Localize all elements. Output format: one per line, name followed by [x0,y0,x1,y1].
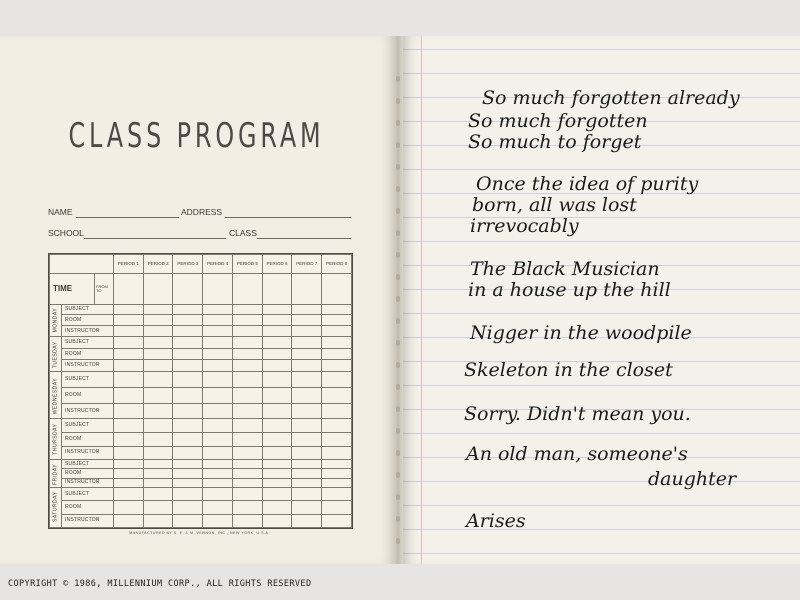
table-cell [292,326,322,337]
table-cell [232,348,262,360]
table-cell [292,348,322,360]
table-cell [114,326,144,337]
table-cell [203,337,233,349]
table-row [50,360,352,372]
table-row [50,514,352,527]
table-cell [143,433,173,447]
table-cell [173,337,203,349]
day-label: WEDNESDAY [50,372,62,419]
table-cell [322,501,352,514]
table-row [50,326,352,337]
table-cell [322,273,352,304]
handwritten-line: daughter [648,468,737,490]
handwritten-line: So much forgotten already [482,87,740,109]
table-corner [50,255,114,274]
table-cell [203,348,233,360]
table-cell [173,460,203,469]
table-cell [143,469,173,478]
table-cell [262,273,292,304]
day-label: MONDAY [50,304,62,336]
table-cell [232,326,262,337]
class-rule [257,238,351,239]
table-row [50,304,352,315]
table-cell [143,326,173,337]
table-cell [262,478,292,487]
table-cell [322,315,352,326]
table-cell [292,403,322,419]
margin-line [421,36,422,564]
table-cell [173,326,203,337]
copyright-note: COPYRIGHT © 1986, MILLENNIUM CORP., ALL RIGHTS RESERVED [8,579,312,589]
table-cell [143,304,173,315]
table-cell [292,387,322,403]
table-cell [262,501,292,514]
table-cell [173,501,203,514]
table-cell [173,487,203,500]
row-label: ROOM [62,348,114,360]
spine-stitch [396,252,400,258]
left-page [0,36,393,589]
period-header: PERIOD 3 [173,255,203,274]
table-cell [203,446,233,460]
spine-stitch [396,164,400,170]
table-cell [232,469,262,478]
period-header: PERIOD 6 [262,255,292,274]
table-cell [114,487,144,500]
class-label: CLASS [229,228,257,238]
table-cell [114,478,144,487]
manufacturer-note: MANUFACTURED BY S. E. & M. VERNON, INC., NEW YORK, U.S.A. [129,531,270,535]
table-cell [292,372,322,388]
spine-stitch [396,384,400,390]
table-cell [262,315,292,326]
row-label: SUBJECT [62,419,114,433]
table-cell [232,315,262,326]
table-cell [292,337,322,349]
table-cell [203,433,233,447]
row-label: INSTRUCTOR [62,403,114,419]
table-cell [292,360,322,372]
row-label: INSTRUCTOR [62,446,114,460]
table-cell [114,469,144,478]
spine-stitch [396,406,400,412]
table-cell [262,304,292,315]
table-cell [114,387,144,403]
table-cell [262,514,292,527]
table-cell [292,419,322,433]
table-cell [173,273,203,304]
table-cell [262,326,292,337]
spine-stitch [396,516,400,522]
table-cell [292,446,322,460]
day-label: THURSDAY [50,419,62,460]
row-label: ROOM [62,469,114,478]
table-cell [114,360,144,372]
table-cell [173,469,203,478]
table-cell [114,501,144,514]
table-cell [232,487,262,500]
table-cell [262,446,292,460]
table-cell [232,403,262,419]
period-header: PERIOD 5 [232,255,262,274]
table-cell [322,326,352,337]
table-cell [173,446,203,460]
table-row [50,446,352,460]
table-cell [262,469,292,478]
name-rule [76,217,179,218]
table-cell [143,315,173,326]
row-label: SUBJECT [62,460,114,469]
table-cell [292,433,322,447]
table-cell [203,372,233,388]
table-cell [203,419,233,433]
table-cell [322,446,352,460]
table-cell [232,337,262,349]
table-cell [322,337,352,349]
row-label: INSTRUCTOR [62,514,114,527]
row-label: ROOM [62,433,114,447]
row-label: SUBJECT [62,487,114,500]
table-cell [173,478,203,487]
table-cell [292,273,322,304]
table-cell [262,403,292,419]
table-cell [203,304,233,315]
table-cell [173,433,203,447]
handwritten-line: Arises [466,510,526,532]
table-cell [173,304,203,315]
table-cell [232,446,262,460]
table-row [50,487,352,500]
table-cell [203,514,233,527]
table-cell [114,304,144,315]
day-label: SATURDAY [50,487,62,527]
table-cell [173,403,203,419]
spine-stitch [396,98,400,104]
table-cell [173,514,203,527]
day-label: FRIDAY [50,460,62,488]
table-row [50,501,352,514]
table-row [50,403,352,419]
table-cell [143,403,173,419]
table-cell [262,387,292,403]
school-rule [84,238,226,239]
table-cell [114,419,144,433]
table-cell [114,446,144,460]
table-cell [322,478,352,487]
table-cell [322,360,352,372]
table-cell [114,273,144,304]
table-cell [143,460,173,469]
table-cell [232,419,262,433]
time-header: TIME [50,273,95,304]
handwritten-line: Once the idea of purity [476,173,699,195]
table-cell [143,360,173,372]
table-cell [114,372,144,388]
table-cell [203,487,233,500]
name-label: NAME [48,207,73,217]
spine-stitch [396,494,400,500]
table-row [50,460,352,469]
handwritten-line: An old man, someone's [466,443,688,465]
row-label: SUBJECT [62,304,114,315]
table-cell [232,372,262,388]
spine-stitch [396,76,400,82]
table-cell [232,360,262,372]
table-cell [173,360,203,372]
table-cell [322,419,352,433]
table-cell [232,433,262,447]
row-label: SUBJECT [62,372,114,388]
row-label: INSTRUCTOR [62,326,114,337]
table-cell [322,372,352,388]
table-cell [143,478,173,487]
table-cell [203,501,233,514]
table-cell [203,360,233,372]
table-cell [143,487,173,500]
row-label: ROOM [62,501,114,514]
table-cell [322,403,352,419]
table-cell [173,348,203,360]
table-cell [114,514,144,527]
table-cell [232,514,262,527]
handwritten-line: The Black Musician [470,258,660,280]
from-to-label: FROM TO [95,273,114,304]
table-cell [322,433,352,447]
table-cell [262,419,292,433]
table-cell [262,360,292,372]
period-header: PERIOD 7 [292,255,322,274]
table-cell [322,514,352,527]
table-cell [203,403,233,419]
table-cell [143,419,173,433]
table-cell [173,372,203,388]
handwritten-line: Nigger in the woodpile [470,322,692,344]
spine-stitch [396,472,400,478]
table-cell [292,501,322,514]
table-cell [292,460,322,469]
spine-stitch [396,340,400,346]
table-cell [143,514,173,527]
handwritten-line: in a house up the hill [468,279,671,301]
schedule-table [49,254,352,528]
table-cell [232,387,262,403]
row-label: SUBJECT [62,337,114,349]
table-row [50,469,352,478]
table-cell [262,348,292,360]
table-cell [232,460,262,469]
table-cell [322,348,352,360]
table-cell [322,487,352,500]
table-cell [114,403,144,419]
table-cell [322,469,352,478]
spine-stitch [396,186,400,192]
spine-stitch [396,296,400,302]
table-cell [322,387,352,403]
table-cell [143,273,173,304]
table-cell [203,460,233,469]
row-label: INSTRUCTOR [62,360,114,372]
table-cell [143,337,173,349]
handwritten-line: irrevocably [470,215,579,237]
period-header: PERIOD 4 [203,255,233,274]
table-cell [292,487,322,500]
address-label: ADDRESS [181,207,223,217]
spine-stitch [396,318,400,324]
table-cell [292,469,322,478]
table-cell [262,433,292,447]
table-cell [292,315,322,326]
table-cell [114,460,144,469]
table-row [50,478,352,487]
row-label: ROOM [62,387,114,403]
table-cell [232,501,262,514]
table-cell [203,273,233,304]
row-label: INSTRUCTOR [62,478,114,487]
table-cell [203,315,233,326]
schedule-grid [48,253,353,529]
handwritten-line: Sorry. Didn't mean you. [464,403,691,425]
spine-stitch [396,274,400,280]
spine-stitch [396,362,400,368]
address-rule [225,217,351,218]
table-cell [262,337,292,349]
period-header: PERIOD 2 [143,255,173,274]
spine-stitch [396,120,400,126]
spine-stitch [396,230,400,236]
table-cell [143,348,173,360]
table-cell [292,304,322,315]
table-cell [173,419,203,433]
school-label: SCHOOL [48,228,84,238]
table-cell [143,372,173,388]
handwritten-line: So much to forget [468,131,642,153]
table-cell [203,478,233,487]
table-cell [292,478,322,487]
spine-stitch [396,428,400,434]
table-row [50,372,352,388]
table-cell [114,315,144,326]
table-cell [173,387,203,403]
table-row [50,315,352,326]
period-header: PERIOD 1 [114,255,144,274]
table-row [50,348,352,360]
table-cell [173,315,203,326]
table-cell [292,514,322,527]
table-row [50,387,352,403]
day-label: TUESDAY [50,337,62,372]
spine-stitch [396,450,400,456]
handwritten-line: Skeleton in the closet [464,359,673,381]
table-cell [232,304,262,315]
table-row [50,419,352,433]
table-row [50,433,352,447]
table-cell [114,433,144,447]
spine-stitch [396,142,400,148]
table-cell [143,446,173,460]
handwritten-line: born, all was lost [472,194,637,216]
spine-stitch [396,538,400,544]
table-cell [322,460,352,469]
table-cell [203,469,233,478]
spine-stitch [396,208,400,214]
table-cell [114,337,144,349]
table-cell [262,487,292,500]
table-cell [143,501,173,514]
table-cell [322,304,352,315]
page-title: CLASS PROGRAM [68,116,325,156]
table-cell [262,372,292,388]
table-cell [143,387,173,403]
period-header: PERIOD 8 [322,255,352,274]
table-cell [203,387,233,403]
table-cell [114,348,144,360]
table-cell [262,460,292,469]
table-cell [203,326,233,337]
table-cell [232,273,262,304]
row-label: ROOM [62,315,114,326]
table-cell [232,478,262,487]
handwritten-line: So much forgotten [468,110,648,132]
table-row [50,337,352,349]
